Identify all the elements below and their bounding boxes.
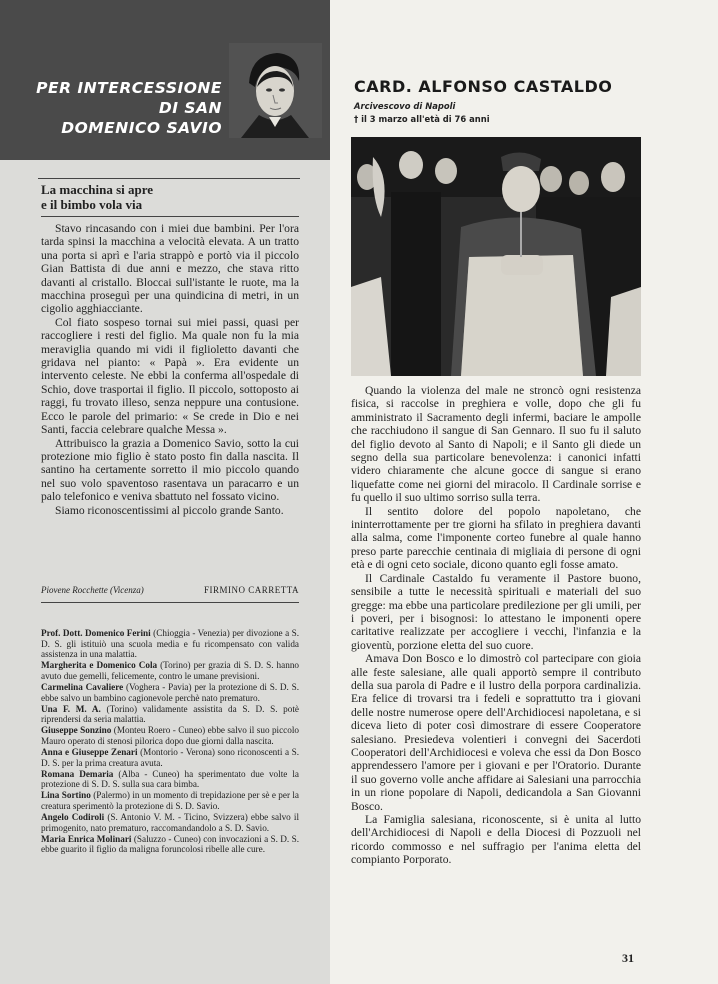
grace-entry xyxy=(41,628,299,660)
grace-name: Una F. M. A. xyxy=(41,703,101,714)
story-title-line-1: La macchina si apre xyxy=(41,182,154,197)
story-paragraph: Col fiato sospeso tornai sui miei passi, quasi per raccogliere i resti del figlio. Ma quale non fu la mia meraviglia quando mi vidi il figlioletto davanti che gridava nel pianto: « Papà ». Era evidente un intervento celeste. Ne ebbi la conferma all'ospedale di Schio, dove trasportai il figlio. Il piccolo, sottoposto ai raggi, fu trovato illeso, senza neppure una contusione. Ecco le parole del primario: « Se crede in Dio e nei Santi, faccia celebrare qualche Messa ». xyxy=(41,315,299,437)
obituary-paragraph: La Famiglia salesiana, riconoscente, si è unita al lutto dell'Archidiocesi di Napoli e della Diocesi di Pozzuoli nel ricordo commosso e nel suffragio per l'anima eletta del compianto Porporato. xyxy=(351,813,641,867)
cardinal-photo xyxy=(351,137,641,376)
banner-line-2: DI SAN xyxy=(158,99,222,117)
grace-text: (Voghera - Pavia) per la protezione di S. D. S. ebbe salvo un bambino cagionevole perchè nato prematuro. xyxy=(41,681,300,703)
grace-text: (Alba - Cuneo) ha sperimentato due volte la protezione di S. D. S. sulla sua cara bimba. xyxy=(41,768,299,790)
obituary-title: CARD. ALFONSO CASTALDO xyxy=(354,77,613,96)
grace-name: Giuseppe Sonzino xyxy=(41,725,112,736)
grace-entry xyxy=(41,725,299,746)
grace-name: Carmelina Cavaliere xyxy=(41,681,124,692)
top-rule xyxy=(38,178,300,179)
signature-name: FIRMINO CARRETTA xyxy=(203,585,299,595)
grace-text: (Torino) per grazia di S. D. S. hanno avuto due gemelli, felicemente, contro le umane previsioni. xyxy=(41,660,300,681)
section-banner xyxy=(0,0,330,160)
grace-entry xyxy=(41,769,299,790)
left-column xyxy=(0,0,330,984)
grace-name: Anna e Giuseppe Zenari xyxy=(41,747,138,758)
story-body xyxy=(41,222,299,517)
obituary-paragraph: Quando la violenza del male ne stroncò ogni resistenza fisica, si raccolse in preghiera e volle, dopo che gli fu amministrato il Sacramento degli infermi, baciare le ampolle che racchiudono il sangue di San Gennaro. Il suo fu il saluto del figlio devoto al Santo di Napoli; e il Santo gli diede un segno della sua particolare benevolenza: i canonici infatti videro chiaramente che alcune gocce di sangue si erano liquefatte come nei giorni del miracolo. Il Cardinale sorrise e fu quello il suo ultimo sorriso sulla terra. xyxy=(351,384,641,505)
page-number: 31 xyxy=(622,951,634,965)
grace-name: Maria Enrica Molinari xyxy=(41,833,132,844)
graces-list xyxy=(41,628,299,855)
story-paragraph: Attribuisco la grazia a Domenico Savio, sotto la cui protezione mio figlio è stato posto fin dalla nascita. Il santino ha certamente sorretto il mio piccolo quando nel suo volo spaventoso rasentava un paracarro e un palo telefonico e veniva sbattuto nel fossato vicino. xyxy=(41,436,299,504)
grace-text: (Saluzzo - Cuneo) con invocazioni a S. D. S. ebbe guarito il figlio da maligna foruncolosi ribelle alle cure. xyxy=(41,833,300,855)
grace-name: Lina Sortino xyxy=(41,790,91,801)
grace-name: Angelo Codiroli xyxy=(41,812,105,823)
obituary-body xyxy=(351,384,641,867)
story-signature xyxy=(41,585,299,595)
saint-portrait xyxy=(229,43,322,138)
obituary-paragraph: Amava Don Bosco e lo dimostrò col partecipare con gioia alle feste salesiane, alle quali apportò sempre il contributo della sua parola di Padre e il lustro della porpora cardinalizia. Era felice di trovarsi tra i fedeli e soprattutto tra i giovani delle nostre numerose opere dell'Archidiocesi napoletana, e si diceva lieto di poter così dimostrare di essere Cooperatore salesiano. Presiedeva volentieri i convegni dei Sacerdoti Cooperatori dell'Archidiocesi e voleva che essi da Don Bosco apprendessero l'amore per i giovani e per l'Oratorio. Durante il suo governo volle anche affidare ai Salesiani una parrocchia in un rione popolare di Napoli, dedicandola a San Giovanni Bosco. xyxy=(351,652,641,813)
grace-entry xyxy=(41,682,299,703)
banner-line-1: PER INTERCESSIONE xyxy=(36,79,222,97)
cardinal-photo-image xyxy=(351,137,641,376)
story-title xyxy=(41,182,291,212)
signature-rule xyxy=(41,602,299,603)
grace-entry xyxy=(41,834,299,855)
portrait-image xyxy=(229,43,322,138)
grace-text: (Montorio - Verona) sono riconoscenti a S. D. S. per la prima creatura avuta. xyxy=(41,747,299,768)
grace-name: Prof. Dott. Domenico Ferini xyxy=(41,628,151,638)
banner-title xyxy=(0,78,222,138)
grace-text: (Monteu Roero - Cuneo) ebbe salvo il suo piccolo Mauro operato di stenosi pilorica dopo due giorni dalla nascita. xyxy=(41,725,300,746)
grace-name: Romana Demaria xyxy=(41,768,114,779)
grace-entry xyxy=(41,812,299,833)
banner-line-3: DOMENICO SAVIO xyxy=(61,119,222,137)
grace-text: (Palermo) in un momento di trepidazione per sè e per la creatura sperimentò la protezione di S. D. Savio. xyxy=(41,790,300,811)
obituary-death-date: † il 3 marzo all'età di 76 anni xyxy=(354,114,490,124)
story-title-rule xyxy=(41,216,299,217)
grace-name: Margherita e Domenico Cola xyxy=(41,660,158,671)
grace-text: (Torino) validamente assistita da S. D. S. potè riprendersi da seria malattia. xyxy=(41,703,299,725)
story-title-line-2: e il bimbo vola via xyxy=(41,197,143,212)
obituary-subtitle: Arcivescovo di Napoli xyxy=(354,101,456,111)
grace-text: (S. Antonio V. M. - Ticino, Svizzera) ebbe salvo il primogenito, nato prematuro, raccomandandolo a S. D. Savio. xyxy=(41,812,299,833)
obituary-paragraph: Il Cardinale Castaldo fu veramente il Pastore buono, sensibile a tutte le necessità spirituali e materiali del suo gregge: ma ebbe una particolare predilezione per gli umili, per i poveri, per i bisognosi: lo attestano le imponenti opere caritative realizzate per accogliere i vecchi, l'infanzia e la gioventù, porzione eletta del suo cuore. xyxy=(351,571,641,652)
grace-entry xyxy=(41,704,299,725)
obituary-paragraph: Il sentito dolore del popolo napoletano, che ininterrottamente per tre giorni ha sfilato in preghiera davanti alla salma, come l'imponente corteo funebre al quale hanno preso parte parecchie centinaia di migliaia di persone di ogni età e di ogni ceto sociale, dicono quanto egli fosse amato. xyxy=(351,504,641,572)
signature-place: Piovene Rocchette (Vicenza) xyxy=(41,585,144,595)
grace-entry xyxy=(41,790,299,811)
grace-entry xyxy=(41,747,299,768)
story-paragraph: Siamo riconoscentissimi al piccolo grande Santo. xyxy=(55,503,284,517)
grace-entry xyxy=(41,660,299,681)
story-paragraph: Stavo rincasando con i miei due bambini. Per l'ora tarda spinsi la macchina a velocità elevata. A un tratto una porta si aprì e l'aria strappò e portò via il piccolo Gian Battista di due anni e mezzo, che stava ritto davanti al cristallo. Bloccai sull'istante le ruote, ma la macchina proseguì per una quindicina di metri, in un cigolio agghiacciante. xyxy=(41,222,299,316)
grace-text: (Chioggia - Venezia) per divozione a S. D. S. gli istituiò una scuola media e fu ricompensato con valida assistenza in una malattia. xyxy=(41,628,299,660)
